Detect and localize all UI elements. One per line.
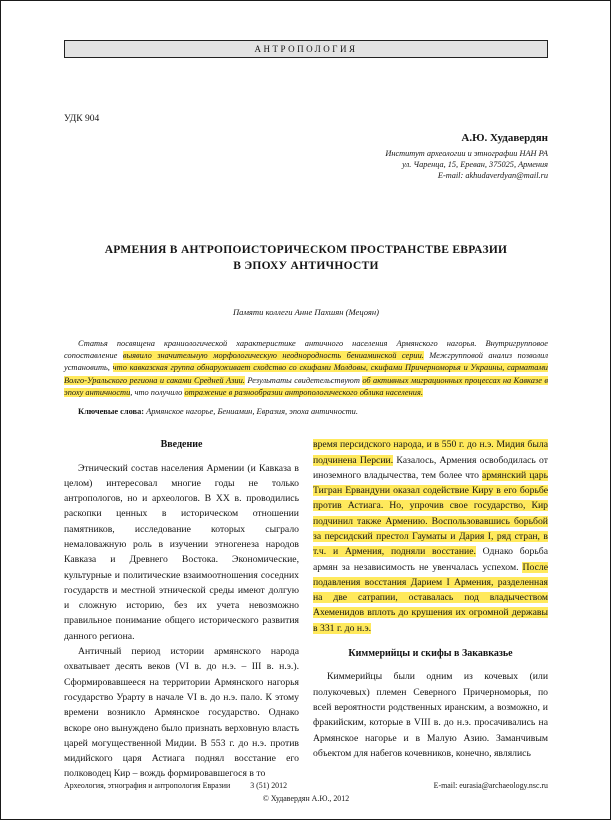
article-title <box>64 243 548 274</box>
journal-email: E-mail: eurasia@archaeology.nsc.ru <box>433 781 548 790</box>
column-left <box>64 437 299 782</box>
paragraph-intro-2: Античный период истории армянского народа охватывает десять веков (VI в. до н.э. – III в. н.э.). Сформировавшееся на территории Армянского нагорья государство Урарту в начале VI в. до н.э. пало. К этому времени возникло Армянское государство. Однако вскоре оно вынуждено было признать верховную власть царей могущественной Мидии. В 553 г. до н.э. против мидийского царя Астиага поднял восстание его полководец Кир – вождь формировавшегося в то <box>64 646 299 780</box>
keywords <box>64 406 548 418</box>
journal-name: Археология, этнография и антропология Евразии <box>64 781 231 790</box>
article-title-line2: В ЭПОХУ АНТИЧНОСТИ <box>233 259 379 272</box>
affiliation-institute: Институт археологии и этнографии НАН РА <box>385 149 548 158</box>
affiliation-address: ул. Чаренца, 15, Ереван, 375025, Армения <box>402 160 548 169</box>
journal-name-and-issue <box>64 781 287 791</box>
rubric-label: АНТРОПОЛОГИЯ <box>254 44 358 54</box>
author-block <box>64 132 548 181</box>
section-heading-introduction: Введение <box>160 439 203 451</box>
paragraph-cimmerians-1: Киммерийцы были одним из кочевых (или полукочевых) племен Северного Причерноморья, по всей вероятности родственных иранским, а возможно, и фракийским, которые в VIII в. до н.э. просачивались на Армянское нагорье и в Малую Азию. Заманчивым объектом для набегов кочевников, конечно, являлись <box>313 671 548 759</box>
abstract: Статья посвящена краниологической характеристике античного населения Армянского нагорья. Внутригрупповое сопоставление выявило значительную морфологическую неоднородность бениаминской серии. Межгрупповой анализ позволил установить, что кавказская группа обнаруживает сходство со скифами Молдовы, скифами Причерноморья и Украины, сарматами Волго-Уральского региона и саками Средней Азии. Результаты свидетельствуют об активных миграционных процессах на Кавказе в эпоху античности, что получило отражение в разнообразии антропологического облика населения. <box>64 339 548 397</box>
author-email: E-mail: akhudaverdyan@mail.ru <box>437 171 548 180</box>
udc-code: УДК 904 <box>64 114 100 124</box>
footer-journal-line <box>64 781 548 791</box>
section-heading-cimmerians: Киммерийцы и скифы в Закавказье <box>348 648 513 660</box>
paragraph-intro-3: время персидского народа, и в 550 г. до н.э. Мидия была подчинена Персии. Казалось, Армения освободилась от иноземного владычества, тем более что армянский царь Тигран Ервандуни оказал содействие Киру в его борьбе против Астиага. Но, упрочив свое государство, Кир подчинил также Армению. Воспользовавшись борьбой за персидский престол Гауматы и Дария I, ряд стран, в т.ч. и Армения, подняли восстание. Однако борьба армян за независимость не увенчалась успехом. После подавления восстания Дарием I Армения, разделенная на две сатрапии, оставалась под владычеством Ахеменидов вплоть до крушения их огромной державы в 331 г. до н.э. <box>313 439 549 634</box>
article-title-line1: АРМЕНИЯ В АНТРОПОИСТОРИЧЕСКОМ ПРОСТРАНСТВЕ ЕВРАЗИИ <box>104 244 508 256</box>
author-name: А.Ю. Худавердян <box>461 132 548 144</box>
author-affiliation <box>64 148 548 181</box>
dedication: Памяти коллеги Анне Пахшян (Мецоян) <box>232 307 380 317</box>
issue-number: 3 (51) 2012 <box>250 781 288 790</box>
column-right <box>313 437 548 782</box>
paragraph-intro-1: Этнический состав населения Армении (и Кавказа в целом) интересовал многие годы не только антропологов, но и археологов. В XX в. проводились раскопки ценных в историческом отношении памятников, исследование которых сыграло немаловажную роль в изучении этногенеза народов Кавказа и Древнего Востока. Экономические, культурные и политические взаимоотношения соседних государств и местной этнической среды имеют долгую и сложную историю, без их учета невозможно правильное понимание общего исторического развития данного региона. <box>64 462 299 642</box>
page-footer <box>64 781 548 804</box>
copyright-line: © Худавердян А.Ю., 2012 <box>262 794 350 803</box>
keywords-text: Армянское нагорье, Бениамин, Евразия, эпоха античности. <box>144 407 358 417</box>
rubric-bar <box>64 40 548 58</box>
keywords-label: Ключевые слова: <box>78 407 145 417</box>
body-columns <box>64 437 548 782</box>
